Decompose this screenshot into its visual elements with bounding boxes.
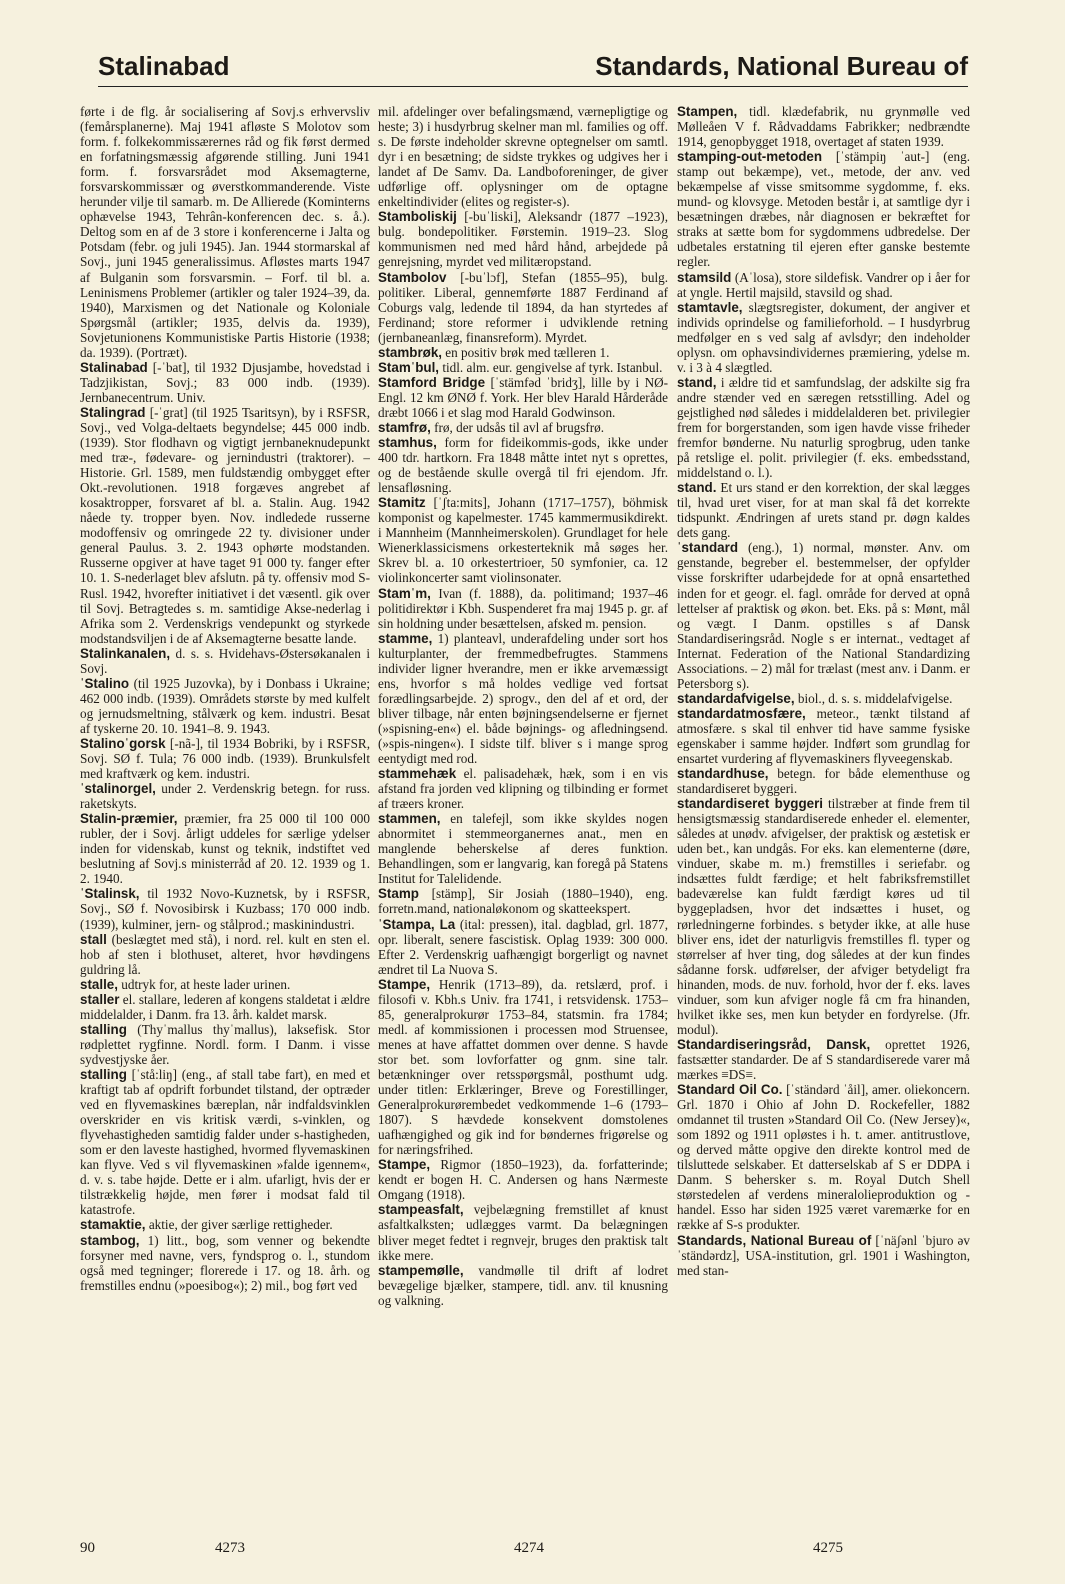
entry-text: [-ˈgrat] (til 1925 Tsaritsyn), by i RSFSR, Sovj., ved Volga-deltaets begyndelse; 445 000 indb. (1939). Stor flodhavn og vigtigt jernbaneknudepunkt med træ-, fødevare- og jernindustri (traktorer). – Historie. Grl. 1589, men fuldstændig ombygget efter Okt.-revolutionen. 1918 forgæves angrebet af kosaktropper, forsvaret af bl. a. Stalin. Aug. 1942 nåede ty. tropper byen. Nov. indledede russerne modoffensiv og omringede 22 ty. divisioner under general Paulus. 3. 2. 1943 ophørte modstanden. Russerne opgiver at have taget 91 000 ty. fanger efter 10. 1. S-nederlaget blev afslutn. på ty. offensiv mod S-Rusl. 1942, hvorefter initiativet i det væsentl. gik over til Sovj. Betragtedes s. m. samtidige Akse-nederlag i Afrika som 2. Verdenskrigs vendepunkt og styrkede modstandsviljen i de af Aksemagterne besatte lande.: [80, 404, 370, 646]
entry-text: mil. afdelinger over befalingsmænd, værnepligtige og heste; 3) i husdyrbrug skelner man ml. families og off. s. De første indeholder skrevne optegnelser om samtl. dyr i en besætning; de sidste trykkes og udgives her i landet af De Samv. Da. Landboforeninger, de giver udførlige off. oplysninger om de optagne enkeltindivider (elites og register-s).: [378, 104, 668, 210]
entry-text: form for fideikommis-gods, ikke under 400 tdr. hartkorn. Fra 1848 måtte intet nyt s oprettes, og de bestående skulle overgå til fri ejendom. Jfr. lensafløsning.: [378, 435, 668, 496]
entry-text: en talefejl, som ikke skyldes nogen abnormitet i stemmeorganernes anat., men en manglende beherskelse af deres funktion. Behandlingen, som er langvarig, kan foregå på Statens Institut for Talelidende.: [378, 811, 668, 887]
entry-text: [stämp], Sir Josiah (1880–1940), eng. forretn.mand, nationaløkonom og skatteekspert.: [378, 886, 668, 917]
entry-text: [-buˈlɔf], Stefan (1855–95), bulg. politiker. Liberal, gennemførte 1887 Ferdinand af Coburgs valg, ledende til 1894, da han styrtedes af Ferdinand; store reformer i udviklende retning (jernbaneanlæg, finansreform). Myrdet.: [378, 269, 668, 345]
entry-text: førte i de flg. år socialisering af Sovj.s erhvervsliv (femårsplanerne). Maj 1941 afløste S Molotov som form. f. folkekommissærernes råd og fik først dermed en forfatningsmæssig afgørende stilling. Juni 1941 form. f. forsvarsrådet mod Aksemagterne, forsvarskommissær og øverstkommanderende. Viste herunder vilje til samarb. m. De Allierede (Kominterns ophævelse 1943, Tehrân-konferencen dec. s. å.). Deltog som en af de 3 store i konferencerne i Jalta og Potsdam (febr. og juli 1945). Jan. 1944 stormarskal af Sovj., juni 1945 generalissimus. Afløstes marts 1947 af Bulganin som forsvarsmin. – Forf. til bl. a. Leninismens Problemer (artikler og taler 1924–39, da. 1940), Marxismen og det Nationale og Koloniale Spørgsmål (artikler; 1935, delvis da. 1939), Sovjetunionens Kommunistiske Partis Historie (1938; da. 1939). (Portræt).: [80, 104, 370, 360]
entry-headword: stalling: [80, 1021, 127, 1037]
entry-headword: stamping-out-metoden: [677, 149, 823, 165]
entry-headword: ˈstandard: [677, 540, 739, 556]
entry-headword: ˈStalino: [80, 675, 130, 691]
dictionary-entry: [80, 360, 370, 405]
dictionary-entry: [677, 540, 970, 690]
entry-text: Ivan (f. 1888), da. politimand; 1937–46 politidirektør i Kbh. Suspenderet fra maj 1945 p. gr. af sin holdning under besættelsen, afsked m. pension.: [378, 585, 668, 631]
entry-headword: ˈStampa, La: [378, 916, 456, 932]
dictionary-entry: [80, 405, 370, 646]
dictionary-entry: [677, 1082, 970, 1232]
entry-headword: stalle,: [80, 976, 118, 992]
entry-text: tilstræber at finde frem til hensigtsmæssig standardiserede enheder el. elementer, således at unødv. afvigelser, der praktisk og æstetisk er uden bet., kan undgås. For eks. kan elementerne (døre, vinduer, skabe m. m.) fremstilles i seriefabr. og indsættes fuldt færdige; et helt fabriksfremstillet badeværelse kan fuldt færdigt køres ud til byggepladsen, hvor det indsættes i huset, og rørledningerne forbindes. s betyder ikke, at alle huse bliver ens, idet der naturligvis fremstilles fl. typer og størrelser af hver ting, dog således at der kun findes sådanne forsk. udførelser, der afviger betydeligt fra hinanden, mods. de nuv. forhold, hvor der f. eks. laves vinduer, som kun afviger nogle få cm fra hinanden, hvilket ikke ses, men kun betyder en fordyrelse. (Jfr. modul).: [677, 796, 970, 1037]
dictionary-entry: [378, 766, 668, 811]
entry-headword: stamtavle,: [677, 299, 743, 315]
entry-headword: Standard Oil Co.: [677, 1082, 783, 1098]
dictionary-entry: [80, 1217, 370, 1232]
entry-headword: stamaktie,: [80, 1217, 146, 1233]
entry-text: [-nã-], til 1934 Bobriki, by i RSFSR, Sovj. SØ f. Tula; 76 000 indb. (1939). Brunkulsfelt med kraftværk og kem. industri.: [80, 735, 370, 782]
entry-text: Et urs stand er den korrektion, der skal lægges til, hvad uret viser, for at man skal få det korrekte tidspunkt. Ændringen af urets stand pr. døgn kaldes dets gang.: [677, 480, 970, 541]
dictionary-entry: [80, 676, 370, 736]
entry-headword: stamhus,: [378, 435, 437, 451]
dictionary-entry: [80, 1233, 370, 1293]
dictionary-entry: [378, 420, 668, 435]
entry-text: d. s. s. Hvidehavs-Østersøkanalen i Sovj.: [80, 645, 370, 676]
entry-text: [ˈnäʃənl ˈbjuro əv ˈständərdz], USA-institution, grl. 1901 i Washington, med stan-: [677, 1232, 970, 1278]
dictionary-entry: [80, 646, 370, 676]
dictionary-entry: [677, 375, 970, 480]
entry-text: [ˈstämpiŋ ˈaut-] (eng. stamp out bekæmpe), vet., metode, der anv. ved bekæmpelse af visse smitsomme sygdomme, f. eks. mund- og klovsyge. Metoden består i, at samtlige dyr i besætningen dræbes, når diagnosen er bekræftet for straks at sætte bom for sygdommens udbredelse. Der udbetales erstatning til ejeren efter ganske bestemte regler.: [677, 149, 970, 270]
dictionary-entry: [677, 766, 970, 796]
page-number-3: 4275: [813, 1540, 843, 1556]
column-3: [677, 104, 970, 1484]
entry-headword: Stampen,: [677, 104, 738, 119]
dictionary-entry: [378, 811, 668, 886]
entry-text: (ital: pressen), ital. dagblad, grl. 1877, opr. liberalt, senere fascistisk. Oplag 1939: 300 000. Efter 2. Verdenskrig uafhængigt borgerligt og navnet ændret til La Nuova S.: [378, 916, 668, 977]
dictionary-entry: [378, 270, 668, 345]
entry-headword: stampemølle,: [378, 1262, 464, 1278]
dictionary-entry: [378, 917, 668, 977]
entry-text: (eng.), 1) normal, mønster. Anv. om genstande, begreber el. bestemmelser, der opfylder visse forskrifter udarbejdede for at opnå ensartethed inden for et geogr. el. fagl. område for derved at opnå lettelser af praktisk og økon. bet. Eks. på s: Mønt, mål og vægt. I Danm. opstilles s af Dansk Standardiseringsråd. Nogle s er internat., vedtaget af Internat. Federation of the National Standardizing Associations. – 2) mål for trælast (mest anv. i Danm. er Petersborg s).: [677, 540, 970, 691]
entry-text: tidl. klædefabrik, nu grynmølle ved Mølleåen V f. Rådvaddams Fabrikker; nedbrændte 1914, genopbygget 1918, overtaget af staten 1939.: [677, 104, 970, 150]
dictionary-entry: [378, 495, 668, 585]
page-number-2: 4274: [514, 1540, 544, 1556]
dictionary-entry: [378, 977, 668, 1158]
entry-text: el. stallare, lederen af kongens staldetat i ældre middelalder, i Danm. fra 13. årh. kaldet marsk.: [80, 991, 370, 1022]
entry-text: 1) planteavl, underafdeling under sort hos kulturplanter, der fremmedbefrugtes. Stammens individer ligner hverandre, men er ikke arvemæssigt ens, hvorfor s må holdes vedlige ved fortsat forædlingsarbejde. 2) sprogv., den del af et ord, der bliver tilbage, når enten bøjningsendelserne er fjernet (»spisning-en«) el. både bøjnings- og afledningsend. (»spis-ningen«). I sidste tilf. bliver s i mange sprog eentydigt med rod.: [378, 630, 668, 767]
entry-headword: Stalinoˈgorsk: [80, 735, 166, 751]
entry-headword: stamfrø,: [378, 419, 431, 435]
entry-headword: Stamford Bridge: [378, 374, 486, 390]
dictionary-entry: [677, 1233, 970, 1278]
dictionary-entry: [378, 886, 668, 916]
entry-headword: Stalinkanalen,: [80, 645, 171, 661]
dictionary-entry: [80, 977, 370, 992]
entry-headword: stampeasfalt,: [378, 1202, 464, 1218]
entry-text: meteor., tænkt tilstand af atmosfære. s skal til enhver tid have samme fysiske egenskaber i samme højder. Indført som grundlag for ensartet vurdering af flyvemaskiners flyveegenskab.: [677, 705, 970, 767]
dictionary-entry: [677, 480, 970, 540]
entry-headword: standardatmosfære,: [677, 705, 806, 721]
entry-headword: stammehæk: [378, 766, 457, 782]
entry-text: Henrik (1713–89), da. retslærd, prof. i filosofi v. Kbh.s Univ. fra 1741, i retsvidensk. 1753–85, generalprokurør 1753–84, statsmin. fra 1784; medl. af kommissionen i processen mod Struensee, menes at have affattet dommen over denne. S havde stor bet. som lovforfatter og gnm. sine talr. betænkninger over retsspørgsmål, posthumt udg. under titlen: Erklæringer, Breve og Forestillinger, Generalprokurørembedet vedkommende 1–6 (1793–1807). S hævdede konsekvent domstolenes uafhængighed og gik ind for bøndernes frigørelse og for næringsfrihed.: [378, 976, 668, 1158]
dictionary-entry: [378, 435, 668, 495]
entry-text: udtryk for, at heste lader urinen.: [121, 976, 291, 992]
entry-headword: Stamˈbul,: [378, 359, 440, 375]
entry-headword: staller: [80, 991, 120, 1007]
entry-text: aktie, der giver særlige rettigheder.: [148, 1217, 333, 1233]
dictionary-entry: [378, 209, 668, 269]
dictionary-entry: [677, 706, 970, 766]
entry-text: Rigmor (1850–1923), da. forfatterinde; kendt er bogen H. C. Andersen og hans Nærmeste Omgang (1918).: [378, 1157, 668, 1203]
dictionary-entry: [80, 1067, 370, 1217]
dictionary-entry: [378, 360, 668, 375]
entry-text: (til 1925 Juzovka), by i Donbass i Ukraine; 462 000 indb. (1939). Områdets største by med kulfelt og jernudsmeltning, stålværk og kem. industri. Besat af tyskerne 20. 10. 1941–8. 9. 1943.: [80, 675, 370, 736]
entry-headword: Stamp: [378, 886, 419, 902]
entry-headword: Stamitz: [378, 495, 426, 511]
dictionary-entry: [80, 104, 370, 360]
entry-headword: Stalingrad: [80, 404, 146, 420]
entry-text: (beslægtet med stå), i nord. rel. kult en sten el. hob af sten i blothuset, alteret, hvor høvdingens guldring lå.: [80, 931, 370, 977]
entry-text: under 2. Verdenskrig betegn. for russ. raketskyts.: [80, 781, 370, 812]
dictionary-entry: [80, 781, 370, 811]
dictionary-entry: [80, 736, 370, 781]
dictionary-entry: [80, 1022, 370, 1067]
entry-headword: standardiseret byggeri: [677, 796, 824, 812]
entry-headword: ˈStalinsk,: [80, 886, 140, 902]
entry-text: [-ˈbat], til 1932 Djusjambe, hovedstad i Tadzjikistan, Sovj.; 83 000 indb. (1939). Jernbanecentrum. Univ.: [80, 359, 370, 405]
dictionary-entry: [378, 1263, 668, 1308]
dictionary-entry: [677, 300, 970, 375]
entry-headword: stand.: [677, 480, 717, 496]
entry-text: [-buˈliski], Aleksandr (1877 –1923), bulg. bondepolitiker. Førstemin. 1919–23. Slog kommunismen ned med hård hånd, arbejdede på genrejsning, myrdet ved militæropstand.: [378, 209, 668, 270]
running-header: [98, 50, 968, 87]
entry-headword: Standardiseringsråd, Dansk,: [677, 1036, 871, 1052]
entry-headword: Stambolov: [378, 269, 447, 285]
entry-text: til 1932 Novo-Kuznetsk, by i RSFSR, Sovj., SØ f. Novosibirsk i Kuzbass; 170 000 indb. (1939), kulminer, jern- og stålprod.; maskinindustri.: [80, 886, 370, 932]
column-1: [80, 104, 370, 1484]
column-2: [378, 104, 668, 1484]
dictionary-entry: [677, 691, 970, 706]
entry-headword: stamme,: [378, 630, 433, 646]
entry-text: [ˈʃta:mits], Johann (1717–1757), böhmisk komponist og kapelmester. 1745 kammermusikdirekt. i Mannheim (Mannheimerskolen). Grundlaget for hele Wienerklassicismens orkesterteknik må søges her. Skrev bl. a. 10 orkestertrioer, 50 symfonier, ca. 12 violinkoncerter samt violinsonater.: [378, 495, 668, 586]
dictionary-entry: [677, 796, 970, 1037]
entry-headword: stalling: [80, 1067, 127, 1082]
entry-text: vandmølle til drift af lodret bevægelige bjælker, stampere, tidl. anv. til knusning og valkning.: [378, 1262, 668, 1308]
entry-text: frø, der udsås til avl af brugsfrø.: [434, 419, 605, 435]
footer-sheet-number: 90: [80, 1540, 95, 1556]
entry-text: [ˈständərd ˈåil], amer. oliekoncern. Grl. 1870 i Ohio af John D. Rockefeller, 1882 omdannet til trusten »Standard Oil Co. (New Jersey)«, som 1892 og 1911 opløstes i h. t. amer. antitrustlove, og derved måtte opgive den direkte kontrol med de tilsluttede selskaber. Et datterselskab af S er DDPA i Danm. S behersker s. m. Royal Dutch Shell størstedelen af verdens mineralolieproduktion og -handel. Esso har siden 1925 været varemærke for en række af S-s produkter.: [677, 1082, 970, 1233]
dictionary-entry: [80, 992, 370, 1022]
dictionary-entry: [677, 149, 970, 269]
entry-headword: stamsild: [677, 269, 732, 285]
entry-text: [ˈstämfəd ˈbridʒ], lille by i NØ-Engl. 12 km ØNØ f. York. Her blev Harald Hårderåde dræbt 1066 i et slag mod Harald Godwinson.: [378, 374, 668, 420]
entry-text: biol., d. s. s. middelafvigelse.: [797, 690, 953, 706]
entry-headword: standardafvigelse,: [677, 690, 795, 706]
entry-text: slægtsregister, dokument, der angiver et individs oprindelse og familieforhold. – I husdyrbrug medfølger en s ved salg af avlsdyr; den indeholder oplysn. om ophavsindividernes præmiering, ydelse m. v. i 3 à 4 slægtled.: [677, 299, 970, 375]
dictionary-entry: [378, 1202, 668, 1262]
entry-headword: stall: [80, 931, 107, 947]
entry-headword: Stamˈm,: [378, 585, 431, 601]
entry-headword: Stampe,: [378, 1157, 431, 1173]
entry-headword: stammen,: [378, 811, 441, 827]
page-number-1: 4273: [215, 1540, 245, 1556]
entry-headword: stambog,: [80, 1232, 140, 1248]
entry-text: [ˈstå:liŋ] (eng., af stall tabe fart), en med et kraftigt tab af opdrift forbundet tilstand, der optræder ved en flyvemaskines bæreplan, når indfaldsvinklen overskrider en vis kritisk værdi, s-vinklen, og flyvehastigheden samtidig falder under s-hastigheden, som er den laveste hastighed, hvormed flyvemaskinen kan flyve. Ved s vil flyvemaskinen »falde igennem«, d. v. s. tabe højde. Dette er i alm. ufarligt, hvis der er tilstrækkelig højde, men fører i modsat fald til katastrofe.: [80, 1067, 370, 1218]
dictionary-entry: [80, 932, 370, 977]
header-right-headword: Standards, National Bureau of: [595, 51, 968, 81]
entry-headword: Standards, National Bureau of: [677, 1232, 872, 1248]
entry-headword: stand,: [677, 374, 717, 390]
entry-headword: stambrøk,: [378, 344, 442, 360]
dictionary-entry: [80, 811, 370, 886]
dictionary-entry: [80, 886, 370, 931]
entry-headword: ˈstalinorgel,: [80, 781, 156, 797]
dictionary-entry: [677, 1037, 970, 1082]
entry-text: (Thyˈmallus thyˈmallus), laksefisk. Stor rødplettet rygfinne. Nordl. form. I Danm. i visse sydvestjyske åer.: [80, 1021, 370, 1067]
dictionary-entry: [378, 345, 668, 360]
entry-text: vejbelægning fremstillet af knust asfaltkalksten; udlægges varmt. Da belægningen bliver meget fedtet i regnvejr, bruges den praktisk talt ikke mere.: [378, 1202, 668, 1263]
dictionary-entry: [677, 270, 970, 300]
header-left-headword: Stalinabad: [98, 51, 230, 81]
entry-headword: standardhuse,: [677, 766, 769, 782]
entry-headword: Stampe,: [378, 976, 431, 992]
dictionary-entry: [677, 104, 970, 149]
dictionary-entry: [378, 375, 668, 420]
entry-text: oprettet 1926, fastsætter standarder. De af S standardiserede varer må mærkes ≡DS≡.: [677, 1036, 970, 1082]
entry-headword: Stalinabad: [80, 359, 148, 375]
entry-text: (Aˈlosa), store sildefisk. Vandrer op i åer for at yngle. Hertil majsild, stavsild og shad.: [677, 269, 970, 300]
entry-text: el. palisadehæk, hæk, som i en vis afstand fra jorden ved klipning og tilbinding er formet af træers kroner.: [378, 766, 668, 812]
entry-headword: Stamboliskij: [378, 209, 457, 225]
entry-text: en positiv brøk med tælleren 1.: [445, 344, 610, 360]
dictionary-entry: [378, 104, 668, 209]
entry-text: 1) litt., bog, som venner og bekendte forsyner med navne, vers, fyndsprog o. l., stundom også med tegninger; florerede i 17. og 18. årh. og fremstilles endnu (»poesibog«); 2) mil., bog ført ved: [80, 1232, 370, 1293]
entry-text: tidl. alm. eur. gengivelse af tyrk. Istanbul.: [442, 359, 663, 375]
dictionary-entry: [378, 631, 668, 766]
dictionary-entry: [378, 586, 668, 631]
entry-headword: Stalin-præmier,: [80, 811, 178, 827]
entry-text: præmier, fra 25 000 til 100 000 rubler, der i Sovj. årligt uddeles for særlige ydelser inden for videnskab, kunst og teknik, indstiftet ved beslutning af Sovj.s ministerråd af 20. 12. 1939 og 1. 2. 1940.: [80, 811, 370, 887]
entry-text: i ældre tid et samfundslag, der adskilte sig fra andre stænder ved en særegen retsstilling. Adel og gejstlighed nød således i middelalderen bet. privilegier frem for borgerstanden, som igen havde visse friheder fremfor bønderne. Nu naturlig sprogbrug, uden tanke på retslige el. polit. privilegier (f. eks. embedsstand, middelstand o. l.).: [677, 374, 970, 481]
dictionary-entry: [378, 1157, 668, 1202]
entry-text: betegn. for både elementhuse og standardiseret byggeri.: [677, 766, 970, 797]
